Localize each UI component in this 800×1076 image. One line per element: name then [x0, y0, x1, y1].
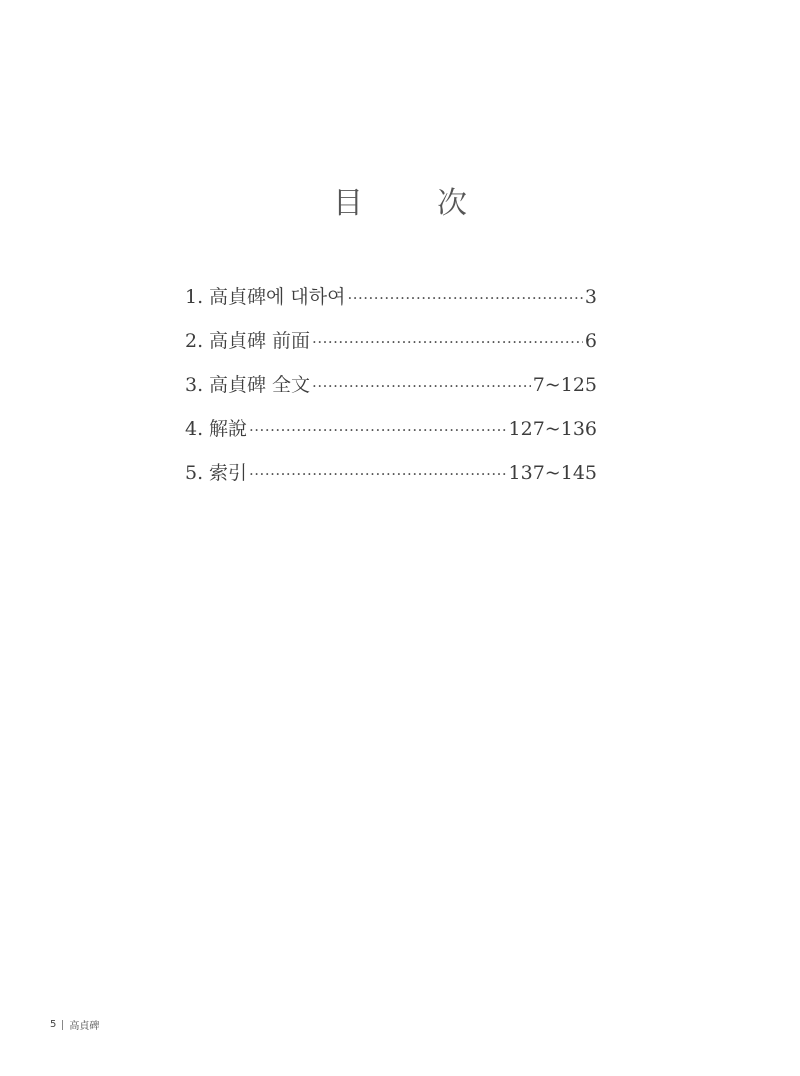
toc-entry-page: 3 — [584, 286, 597, 308]
toc-dot-leader — [249, 415, 507, 445]
toc-entry-label: 解說 — [209, 418, 248, 440]
toc-entry-label: 高貞碑 全文 — [209, 374, 311, 396]
toc-dot-leader — [249, 459, 507, 489]
toc-entry[interactable] — [185, 414, 597, 458]
page-title: 目 次 — [333, 186, 489, 221]
toc-entry[interactable] — [185, 458, 597, 502]
footer-book-title: 高貞碑 — [69, 1021, 100, 1032]
toc-dot-leader — [347, 283, 582, 313]
toc-entry-number: 3. — [185, 374, 204, 396]
table-of-contents — [185, 282, 597, 502]
toc-entry-label: 高貞碑 前面 — [209, 330, 311, 352]
toc-dot-leader — [312, 327, 583, 357]
toc-entry-page: 127~136 — [508, 418, 597, 440]
toc-entry-number: 4. — [185, 418, 204, 440]
footer-page-number: 5 — [50, 1019, 57, 1030]
toc-entry-number: 1. — [185, 286, 204, 308]
toc-entry[interactable] — [185, 370, 597, 414]
toc-entry-label: 高貞碑에 대하여 — [209, 286, 346, 308]
toc-entry-number: 5. — [185, 462, 204, 484]
toc-entry[interactable] — [185, 282, 597, 326]
toc-entry[interactable] — [185, 326, 597, 370]
toc-entry-page: 6 — [584, 330, 597, 352]
page-footer — [50, 1017, 99, 1032]
toc-entry-page: 137~145 — [508, 462, 597, 484]
toc-entry-label: 索引 — [209, 462, 248, 484]
footer-divider — [62, 1020, 63, 1030]
toc-entry-page: 7~125 — [532, 374, 597, 396]
toc-entry-number: 2. — [185, 330, 204, 352]
toc-dot-leader — [312, 371, 531, 401]
